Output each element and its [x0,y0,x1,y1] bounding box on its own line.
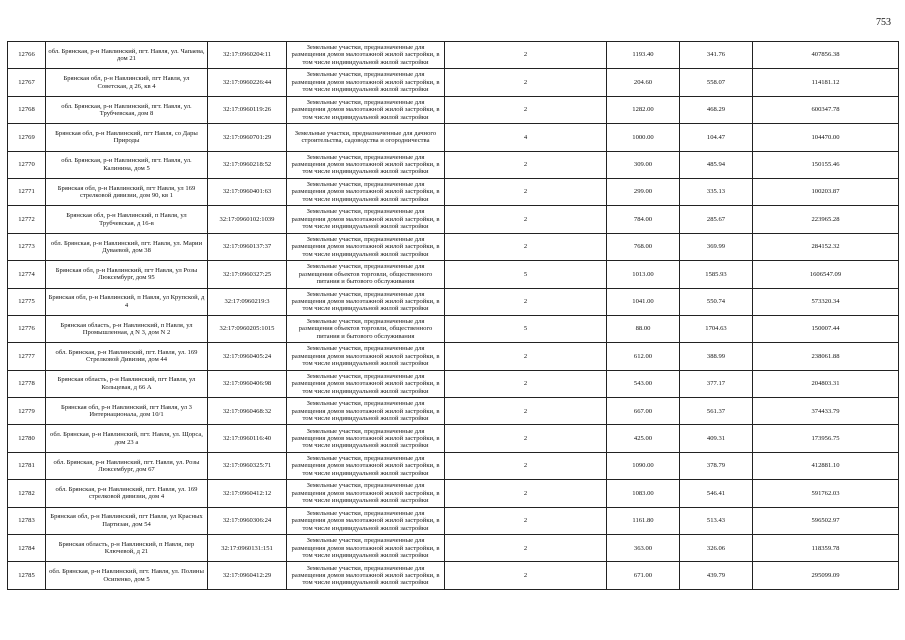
cadastral-number-cell: 32:17:0960306:24 [208,507,287,534]
record-number-cell: 12777 [8,343,46,370]
address-cell: Брянская область, р-н Навлинский, пгт Навля, ул Кольцевая, д 66 А [46,370,208,397]
record-number-cell: 12775 [8,288,46,315]
record-number-cell: 12774 [8,261,46,288]
cadastral-number-cell: 32:17:0960412:29 [208,562,287,589]
cadastral-number-cell: 32:17:0960204:11 [208,42,287,69]
cadastral-number-cell: 32:17:0960405:24 [208,343,287,370]
land-use-cell: Земельные участки, предназначенные для размещения домов малоэтажной жилой застройки, в том числе индивидуальной жилой застройки [287,288,445,315]
table-row [8,370,899,397]
area-cell: 425.00 [607,425,680,452]
land-use-cell: Земельные участки, предназначенные для размещения домов малоэтажной жилой застройки, в том числе индивидуальной жилой застройки [287,370,445,397]
specific-value-cell: 1704.63 [680,315,753,342]
land-use-cell: Земельные участки, предназначенные для размещения домов малоэтажной жилой застройки, в том числе индивидуальной жилой застройки [287,151,445,178]
use-group-cell: 2 [445,480,607,507]
specific-value-cell: 468.29 [680,96,753,123]
cadastral-value-cell: 150007.44 [753,315,899,342]
specific-value-cell: 369.99 [680,233,753,260]
table-row [8,315,899,342]
table-row [8,178,899,205]
table-row [8,507,899,534]
address-cell: Брянская область, р-н Навлинский, п Навля, ул Промышленная, д N 3, дом N 2 [46,315,208,342]
use-group-cell: 2 [445,233,607,260]
cadastral-value-cell: 118359.78 [753,535,899,562]
use-group-cell: 5 [445,315,607,342]
area-cell: 784.00 [607,206,680,233]
cadastral-number-cell: 32:17:0960119:26 [208,96,287,123]
use-group-cell: 2 [445,69,607,96]
address-cell: Брянская область, р-н Навлинский, п Навля, пер Ключевой, д 21 [46,535,208,562]
cadastral-number-cell: 32:17:0960325:71 [208,452,287,479]
specific-value-cell: 409.31 [680,425,753,452]
land-use-cell: Земельные участки, предназначенные для размещения домов малоэтажной жилой застройки, в том числе индивидуальной жилой застройки [287,398,445,425]
specific-value-cell: 388.99 [680,343,753,370]
record-number-cell: 12772 [8,206,46,233]
cadastral-number-cell: 32:17:0960412:12 [208,480,287,507]
registry-body [8,42,899,590]
table-row [8,96,899,123]
cadastral-value-cell: 238061.88 [753,343,899,370]
use-group-cell: 4 [445,124,607,151]
cadastral-value-cell: 104470.00 [753,124,899,151]
record-number-cell: 12776 [8,315,46,342]
cadastral-value-cell: 573320.34 [753,288,899,315]
area-cell: 88.00 [607,315,680,342]
address-cell: обл. Брянская, р-н Навлинский, пгт. Навля, ул. 169 Стрелковой Дивизии, дом 44 [46,343,208,370]
area-cell: 1041.00 [607,288,680,315]
page-number: 753 [876,17,891,28]
use-group-cell: 2 [445,178,607,205]
record-number-cell: 12779 [8,398,46,425]
address-cell: обл. Брянская, р-н Навлинский, пгт. Навля, ул. Чапаева, дом 21 [46,42,208,69]
area-cell: 363.00 [607,535,680,562]
area-cell: 1193.40 [607,42,680,69]
cadastral-number-cell: 32:17:0960401:63 [208,178,287,205]
land-use-cell: Земельные участки, предназначенные для размещения домов малоэтажной жилой застройки, в том числе индивидуальной жилой застройки [287,69,445,96]
specific-value-cell: 513.43 [680,507,753,534]
address-cell: Брянская обл, р-н Навлинский, пгт Навля, ул Красных Партизан, дом 54 [46,507,208,534]
cadastral-value-cell: 114181.12 [753,69,899,96]
cadastral-value-cell: 374433.79 [753,398,899,425]
cadastral-value-cell: 600347.78 [753,96,899,123]
area-cell: 1090.00 [607,452,680,479]
address-cell: обл. Брянская, р-н Навлинский, пгт. Навля, ул. 169 стрелковой дивизии, дом 4 [46,480,208,507]
use-group-cell: 2 [445,507,607,534]
table-row [8,425,899,452]
table-row [8,535,899,562]
specific-value-cell: 550.74 [680,288,753,315]
cadastral-number-cell: 32:17:0960116:40 [208,425,287,452]
table-row [8,261,899,288]
cadastral-value-cell: 284152.32 [753,233,899,260]
land-use-cell: Земельные участки, предназначенные для размещения домов малоэтажной жилой застройки, в том числе индивидуальной жилой застройки [287,343,445,370]
area-cell: 204.60 [607,69,680,96]
land-use-cell: Земельные участки, предназначенные для размещения домов малоэтажной жилой застройки, в том числе индивидуальной жилой застройки [287,206,445,233]
cadastral-number-cell: 32:17:0960205:1015 [208,315,287,342]
area-cell: 1013.00 [607,261,680,288]
specific-value-cell: 104.47 [680,124,753,151]
specific-value-cell: 377.17 [680,370,753,397]
cadastral-value-cell: 204803.31 [753,370,899,397]
specific-value-cell: 378.79 [680,452,753,479]
table-row [8,398,899,425]
area-cell: 543.00 [607,370,680,397]
use-group-cell: 2 [445,562,607,589]
land-use-cell: Земельные участки, предназначенные для размещения домов малоэтажной жилой застройки, в том числе индивидуальной жилой застройки [287,42,445,69]
use-group-cell: 2 [445,206,607,233]
land-use-cell: Земельные участки, предназначенные для размещения домов малоэтажной жилой застройки, в том числе индивидуальной жилой застройки [287,562,445,589]
cadastral-number-cell: 32:17:0960468:32 [208,398,287,425]
land-use-cell: Земельные участки, предназначенные для дачного строительства, садоводства и огородничества [287,124,445,151]
cadastral-value-cell: 596502.97 [753,507,899,534]
area-cell: 1161.80 [607,507,680,534]
table-row [8,124,899,151]
record-number-cell: 12768 [8,96,46,123]
area-cell: 309.00 [607,151,680,178]
table-row [8,42,899,69]
cadastral-number-cell: 32:17:0960131:151 [208,535,287,562]
cadastral-value-cell: 412881.10 [753,452,899,479]
land-use-cell: Земельные участки, предназначенные для размещения объектов торговли, общественного питания и бытового обслуживания [287,261,445,288]
area-cell: 768.00 [607,233,680,260]
use-group-cell: 2 [445,96,607,123]
address-cell: обл. Брянская, р-н Навлинский, пгт. Навля, ул. Щорса, дом 23 а [46,425,208,452]
use-group-cell: 2 [445,288,607,315]
table-row [8,151,899,178]
specific-value-cell: 335.13 [680,178,753,205]
use-group-cell: 2 [445,425,607,452]
address-cell: обл. Брянская, р-н Навлинский, пгт. Навля, ул. Полины Осипенко, дом 5 [46,562,208,589]
cadastral-value-cell: 591762.03 [753,480,899,507]
cadastral-number-cell: 32:17:0960219:3 [208,288,287,315]
address-cell: Брянская обл, р-н Навлинский, пгт Навля, сo Дары Природы [46,124,208,151]
land-use-cell: Земельные участки, предназначенные для размещения домов малоэтажной жилой застройки, в том числе индивидуальной жилой застройки [287,233,445,260]
use-group-cell: 2 [445,42,607,69]
address-cell: Брянская обл, р-н Навлинский, п Навля, ул Трубчевская, д 16-в [46,206,208,233]
record-number-cell: 12767 [8,69,46,96]
specific-value-cell: 558.07 [680,69,753,96]
address-cell: Брянская обл, р-н Навлинский, пгт Навля, ул 3 Интернационала, дом 10/1 [46,398,208,425]
cadastral-value-cell: 295099.09 [753,562,899,589]
specific-value-cell: 485.94 [680,151,753,178]
address-cell: Брянская обл, р-н Навлинский, пгт Навля, ул Советская, д 26, кв 4 [46,69,208,96]
cadastral-number-cell: 32:17:0960327:25 [208,261,287,288]
table-row [8,343,899,370]
record-number-cell: 12771 [8,178,46,205]
area-cell: 1282.00 [607,96,680,123]
use-group-cell: 2 [445,343,607,370]
table-row [8,288,899,315]
table-row [8,562,899,589]
table-row [8,206,899,233]
record-number-cell: 12778 [8,370,46,397]
land-use-cell: Земельные участки, предназначенные для размещения домов малоэтажной жилой застройки, в том числе индивидуальной жилой застройки [287,507,445,534]
land-use-cell: Земельные участки, предназначенные для размещения объектов торговли, общественного питания и бытового обслуживания [287,315,445,342]
table-row [8,233,899,260]
use-group-cell: 2 [445,370,607,397]
use-group-cell: 2 [445,535,607,562]
cadastral-value-cell: 173956.75 [753,425,899,452]
specific-value-cell: 1585.93 [680,261,753,288]
area-cell: 612.00 [607,343,680,370]
cadastral-number-cell: 32:17:0960701:29 [208,124,287,151]
land-use-cell: Земельные участки, предназначенные для размещения домов малоэтажной жилой застройки, в том числе индивидуальной жилой застройки [287,96,445,123]
area-cell: 671.00 [607,562,680,589]
record-number-cell: 12781 [8,452,46,479]
land-registry-table [7,41,899,590]
cadastral-value-cell: 1606547.09 [753,261,899,288]
address-cell: обл. Брянская, р-н Навлинский, пгт. Навля, ул. Калинина, дом 5 [46,151,208,178]
record-number-cell: 12769 [8,124,46,151]
use-group-cell: 2 [445,151,607,178]
record-number-cell: 12784 [8,535,46,562]
cadastral-number-cell: 32:17:0960218:52 [208,151,287,178]
record-number-cell: 12773 [8,233,46,260]
cadastral-value-cell: 223965.28 [753,206,899,233]
cadastral-value-cell: 150155.46 [753,151,899,178]
cadastral-value-cell: 100203.87 [753,178,899,205]
specific-value-cell: 285.67 [680,206,753,233]
address-cell: обл. Брянская, р-н Навлинский, пгт. Навля, ул. Трубчевская, дом 8 [46,96,208,123]
table-row [8,480,899,507]
specific-value-cell: 341.76 [680,42,753,69]
record-number-cell: 12782 [8,480,46,507]
cadastral-number-cell: 32:17:0960137:37 [208,233,287,260]
address-cell: Брянская обл, р-н Навлинский, пгт Навля, ул 169 стрелковой дивизии, дом 90, кв 1 [46,178,208,205]
address-cell: обл. Брянская, р-н Навлинский, пгт. Навля, ул. Розы Люксембург, дом 67 [46,452,208,479]
specific-value-cell: 326.06 [680,535,753,562]
land-use-cell: Земельные участки, предназначенные для размещения домов малоэтажной жилой застройки, в том числе индивидуальной жилой застройки [287,425,445,452]
address-cell: Брянская обл, р-н Навлинский, п Навля, ул Крупской, д 4 [46,288,208,315]
record-number-cell: 12785 [8,562,46,589]
specific-value-cell: 561.37 [680,398,753,425]
area-cell: 1000.00 [607,124,680,151]
address-cell: обл. Брянская, р-н Навлинский, пгт. Навля, ул. Марии Дуваевой, дом 38 [46,233,208,260]
use-group-cell: 5 [445,261,607,288]
address-cell: Брянская обл, р-н Навлинский, пгт Навля, ул Розы Люксембург, дом 95 [46,261,208,288]
cadastral-value-cell: 407856.38 [753,42,899,69]
area-cell: 667.00 [607,398,680,425]
table-row [8,69,899,96]
record-number-cell: 12783 [8,507,46,534]
specific-value-cell: 439.79 [680,562,753,589]
cadastral-number-cell: 32:17:0960406:98 [208,370,287,397]
table-row [8,452,899,479]
specific-value-cell: 546.41 [680,480,753,507]
land-use-cell: Земельные участки, предназначенные для размещения домов малоэтажной жилой застройки, в том числе индивидуальной жилой застройки [287,178,445,205]
land-use-cell: Земельные участки, предназначенные для размещения домов малоэтажной жилой застройки, в том числе индивидуальной жилой застройки [287,452,445,479]
land-use-cell: Земельные участки, предназначенные для размещения домов малоэтажной жилой застройки, в том числе индивидуальной жилой застройки [287,535,445,562]
record-number-cell: 12780 [8,425,46,452]
use-group-cell: 2 [445,398,607,425]
area-cell: 299.00 [607,178,680,205]
record-number-cell: 12770 [8,151,46,178]
area-cell: 1083.00 [607,480,680,507]
cadastral-number-cell: 32:17:0960102:1039 [208,206,287,233]
record-number-cell: 12766 [8,42,46,69]
use-group-cell: 2 [445,452,607,479]
land-use-cell: Земельные участки, предназначенные для размещения домов малоэтажной жилой застройки, в том числе индивидуальной жилой застройки [287,480,445,507]
cadastral-number-cell: 32:17:0960226:44 [208,69,287,96]
